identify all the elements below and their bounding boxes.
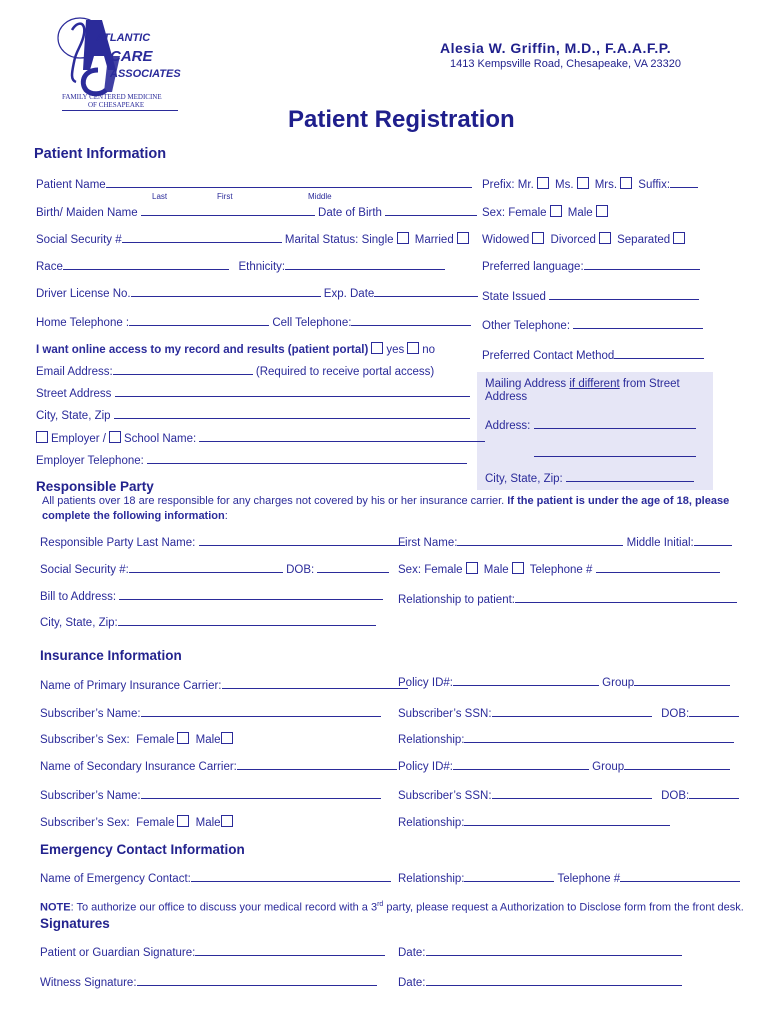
street-row <box>36 386 470 400</box>
female-checkbox[interactable] <box>550 205 562 217</box>
middle-hint: Middle <box>308 192 332 201</box>
sub1-name-label: Subscriber’s Name: <box>40 708 141 720</box>
mailing-address-field-2[interactable] <box>534 446 696 457</box>
sub2-female-checkbox[interactable] <box>177 815 189 827</box>
insurance-heading: Insurance Information <box>40 648 182 663</box>
female-label: Female <box>508 207 547 219</box>
patient-name-row <box>36 177 472 191</box>
license-label: Driver License No. <box>36 288 131 300</box>
male-checkbox[interactable] <box>596 205 608 217</box>
sub1-relationship-field[interactable] <box>464 732 734 743</box>
state-label: State Issued <box>482 291 546 303</box>
home-tel-label: Home Telephone : <box>36 317 130 329</box>
patient-sign-date-row <box>398 945 682 959</box>
sub2-ssn-field[interactable] <box>492 788 652 799</box>
dob-label: Date of Birth <box>318 207 382 219</box>
sub1-female-checkbox[interactable] <box>177 732 189 744</box>
responsible-note-1 <box>42 495 729 507</box>
sub1-ssn-field[interactable] <box>492 706 652 717</box>
employer-checkbox[interactable] <box>36 431 48 443</box>
emergency-name-field[interactable] <box>191 871 391 882</box>
resp-sex-row <box>398 562 720 576</box>
witness-date-row <box>398 975 682 989</box>
marital-label: Marital Status: <box>284 234 359 246</box>
secondary-group-field[interactable] <box>624 759 730 770</box>
sub2-ssn-label: Subscriber’s SSN: <box>398 790 492 802</box>
sub1-male-label: Male <box>195 734 221 746</box>
logo-word-care: CARE <box>110 48 153 65</box>
resp-first-row <box>398 535 732 549</box>
email-field[interactable] <box>113 364 253 375</box>
ssn-field[interactable] <box>122 232 282 243</box>
patient-sign-date-field[interactable] <box>426 945 682 956</box>
mailing-city-row <box>485 471 694 485</box>
employer-row <box>36 431 485 445</box>
single-checkbox[interactable] <box>397 232 409 244</box>
sub2-female-label: Female <box>136 817 175 829</box>
home-tel-field[interactable] <box>129 315 269 326</box>
ssn-label: Social Security # <box>36 234 122 246</box>
portal-row <box>36 342 435 356</box>
logo-underline <box>62 110 178 111</box>
patient-signature-field[interactable] <box>195 945 385 956</box>
license-row <box>36 286 478 300</box>
male-label: Male <box>567 207 593 219</box>
resp-ssn-field[interactable] <box>129 562 283 573</box>
license-field[interactable] <box>131 286 321 297</box>
resp-city-field[interactable] <box>118 615 376 626</box>
school-label: School Name: <box>123 433 197 445</box>
sub2-male-checkbox[interactable] <box>221 815 233 827</box>
sub2-male-label: Male <box>195 817 221 829</box>
last-hint: Last <box>152 192 168 201</box>
mrs-label: Mrs. <box>594 179 618 191</box>
sub1-ssn-label: Subscriber’s SSN: <box>398 708 492 720</box>
ms-checkbox[interactable] <box>577 177 589 189</box>
exp-date-label: Exp. Date <box>323 288 375 300</box>
contact-method-field[interactable] <box>614 348 704 359</box>
resp-female-checkbox[interactable] <box>466 562 478 574</box>
primary-policy-field[interactable] <box>453 675 599 686</box>
emergency-relationship-field[interactable] <box>464 871 554 882</box>
resp-sex-label: Sex: <box>398 564 422 576</box>
sub2-sex-label: Subscriber’s Sex: <box>40 817 130 829</box>
mailing-heading-pre: Mailing Address <box>485 378 570 390</box>
employer-field[interactable] <box>199 431 485 442</box>
sub2-relationship-row <box>398 815 670 829</box>
sub1-male-checkbox[interactable] <box>221 732 233 744</box>
mailing-heading-post: from Street <box>619 378 680 390</box>
responsible-heading: Responsible Party <box>36 479 154 494</box>
resp-dob-label: DOB: <box>286 564 315 576</box>
sub2-name-label: Subscriber’s Name: <box>40 790 141 802</box>
witness-signature-label: Witness Signature: <box>40 977 137 989</box>
sub1-dob-field[interactable] <box>689 706 739 717</box>
race-row <box>36 259 445 273</box>
prefix-row <box>482 177 698 191</box>
emergency-tel-label: Telephone # <box>557 873 621 885</box>
street-label: Street Address <box>36 388 112 400</box>
sub1-female-label: Female <box>136 734 175 746</box>
sub2-dob-field[interactable] <box>689 788 739 799</box>
resp-first-field[interactable] <box>457 535 623 546</box>
city-field[interactable] <box>114 408 470 419</box>
phone-row <box>36 315 471 329</box>
patient-signature-row <box>40 945 385 959</box>
ssn-row <box>36 232 472 246</box>
patient-name-label: Patient Name <box>36 179 106 191</box>
state-row <box>482 289 699 303</box>
responsible-note-2 <box>42 510 228 522</box>
resp-middle-field[interactable] <box>694 535 732 546</box>
ms-label: Ms. <box>554 179 574 191</box>
resp-bill-row <box>40 589 383 603</box>
mailing-address-label: Address: <box>485 420 531 432</box>
note-row <box>40 901 744 914</box>
contact-method-row <box>482 348 704 362</box>
sub2-relationship-label: Relationship: <box>398 817 465 829</box>
emergency-relationship-label: Relationship: <box>398 873 465 885</box>
sub1-name-field[interactable] <box>141 706 381 717</box>
sub1-relationship-label: Relationship: <box>398 734 465 746</box>
secondary-carrier-field[interactable] <box>237 759 397 770</box>
dob-field[interactable] <box>385 205 477 216</box>
employer-tel-field[interactable] <box>147 453 467 464</box>
logo-word-associates: ASSOCIATES <box>110 68 181 80</box>
mr-checkbox[interactable] <box>537 177 549 189</box>
resp-city-label: City, State, Zip: <box>40 617 118 629</box>
doctor-name: Alesia W. Griffin, M.D., F.A.A.F.P. <box>440 40 672 56</box>
patient-signature-label: Patient or Guardian Signature: <box>40 947 196 959</box>
responsible-note-1a: All patients over 18 are responsible for any charges not covered by his or her insurance carrier. <box>42 495 505 507</box>
sub2-name-field[interactable] <box>141 788 381 799</box>
patient-sign-date-label: Date: <box>398 947 426 959</box>
primary-carrier-label: Name of Primary Insurance Carrier: <box>40 680 222 692</box>
language-row <box>482 259 700 273</box>
email-note: (Required to receive portal access) <box>255 366 435 378</box>
witness-date-label: Date: <box>398 977 426 989</box>
sub1-sex-label: Subscriber’s Sex: <box>40 734 130 746</box>
secondary-policy-label: Policy ID#: <box>398 761 453 773</box>
sex-row <box>482 205 611 219</box>
resp-dob-field[interactable] <box>317 562 389 573</box>
married-checkbox[interactable] <box>457 232 469 244</box>
primary-policy-label: Policy ID#: <box>398 677 453 689</box>
employer-tel-row <box>36 453 467 467</box>
primary-policy-row <box>398 675 730 689</box>
cell-tel-field[interactable] <box>351 315 471 326</box>
emergency-name-row <box>40 871 391 885</box>
office-address: 1413 Kempsville Road, Chesapeake, VA 23320 <box>450 58 681 70</box>
other-tel-field[interactable] <box>573 318 703 329</box>
witness-date-field[interactable] <box>426 975 682 986</box>
resp-city-row <box>40 615 376 629</box>
yes-label: yes <box>386 344 405 356</box>
resp-ssn-label: Social Security #: <box>40 564 129 576</box>
no-label: no <box>422 344 436 356</box>
sub1-ssn-row <box>398 706 739 720</box>
sex-label: Sex: <box>482 207 506 219</box>
school-checkbox[interactable] <box>109 431 121 443</box>
secondary-carrier-row <box>40 759 397 773</box>
sub1-relationship-row <box>398 732 734 746</box>
mailing-address-row <box>485 418 696 432</box>
birth-name-label: Birth/ Maiden Name <box>36 207 138 219</box>
mailing-address-field[interactable] <box>534 418 696 429</box>
primary-carrier-field[interactable] <box>222 678 408 689</box>
resp-male-label: Male <box>483 564 509 576</box>
witness-signature-row <box>40 975 377 989</box>
responsible-note-2a: complete the following information <box>42 510 225 522</box>
separated-checkbox[interactable] <box>673 232 685 244</box>
city-label: City, State, Zip <box>36 410 111 422</box>
separated-label: Separated <box>617 234 671 246</box>
patient-name-field[interactable] <box>106 177 472 188</box>
ethnicity-field[interactable] <box>285 259 445 270</box>
sub2-name-row <box>40 788 381 802</box>
language-label: Preferred language: <box>482 261 584 273</box>
primary-carrier-row <box>40 678 408 692</box>
signatures-heading: Signatures <box>40 916 110 931</box>
note-sup: rd <box>377 901 384 908</box>
secondary-carrier-label: Name of Secondary Insurance Carrier: <box>40 761 237 773</box>
sub2-relationship-field[interactable] <box>464 815 670 826</box>
secondary-group-label: Group <box>592 761 625 773</box>
witness-signature-field[interactable] <box>137 975 377 986</box>
secondary-policy-row <box>398 759 730 773</box>
mailing-heading-1 <box>485 378 680 390</box>
contact-method-label: Preferred Contact Method <box>482 350 615 362</box>
street-field[interactable] <box>115 386 470 397</box>
city-row <box>36 408 470 422</box>
mr-label: Mr. <box>517 179 534 191</box>
responsible-note-1b: If the patient is under the age of 18, please <box>504 495 730 507</box>
marital-row-2 <box>482 232 688 246</box>
race-field[interactable] <box>63 259 229 270</box>
sub2-ssn-row <box>398 788 739 802</box>
portal-yes-checkbox[interactable] <box>371 342 383 354</box>
prefix-label: Prefix: <box>482 179 515 191</box>
suffix-field[interactable] <box>670 177 698 188</box>
resp-last-label: Responsible Party Last Name: <box>40 537 196 549</box>
widowed-label: Widowed <box>482 234 530 246</box>
resp-tel-field[interactable] <box>596 562 720 573</box>
state-field[interactable] <box>549 289 699 300</box>
mailing-heading-2: Address <box>485 391 528 403</box>
sub2-sex-row <box>40 815 236 829</box>
secondary-policy-field[interactable] <box>453 759 589 770</box>
race-label: Race <box>36 261 63 273</box>
emergency-heading: Emergency Contact Information <box>40 842 245 857</box>
emergency-tel-field[interactable] <box>620 871 740 882</box>
resp-relationship-field[interactable] <box>515 592 737 603</box>
other-tel-label: Other Telephone: <box>482 320 571 332</box>
emergency-relationship-row <box>398 871 740 885</box>
divorced-label: Divorced <box>550 234 596 246</box>
sub1-dob-label: DOB: <box>661 708 690 720</box>
ethnicity-label: Ethnicity: <box>238 261 286 273</box>
logo-word-atlantic: ATLANTIC <box>96 32 151 44</box>
divorced-checkbox[interactable] <box>599 232 611 244</box>
email-row <box>36 364 434 378</box>
resp-tel-label: Telephone # <box>529 564 593 576</box>
widowed-checkbox[interactable] <box>532 232 544 244</box>
employer-tel-label: Employer Telephone: <box>36 455 144 467</box>
patient-info-heading: Patient Information <box>34 146 167 162</box>
sub2-dob-label: DOB: <box>661 790 690 802</box>
logo-tagline-1: FAMILY CENTERED MEDICINE <box>62 93 162 101</box>
resp-last-field[interactable] <box>199 535 405 546</box>
resp-middle-label: Middle Initial: <box>626 537 694 549</box>
email-label: Email Address: <box>36 366 113 378</box>
resp-ssn-row <box>40 562 389 576</box>
cell-tel-label: Cell Telephone: <box>272 317 352 329</box>
note-label: NOTE <box>40 901 71 914</box>
suffix-label: Suffix: <box>638 179 671 191</box>
resp-relationship-label: Relationship to patient: <box>398 594 515 606</box>
mrs-checkbox[interactable] <box>620 177 632 189</box>
resp-relationship-row <box>398 592 737 606</box>
portal-label: I want online access to my record and results (patient portal) <box>36 344 369 356</box>
portal-no-checkbox[interactable] <box>407 342 419 354</box>
birth-name-field[interactable] <box>141 205 315 216</box>
sub1-name-row <box>40 706 381 720</box>
resp-male-checkbox[interactable] <box>512 562 524 574</box>
emergency-name-label: Name of Emergency Contact: <box>40 873 191 885</box>
exp-date-field[interactable] <box>374 286 478 297</box>
first-hint: First <box>217 192 233 201</box>
sub1-sex-row <box>40 732 236 746</box>
logo-tagline-2: OF CHESAPEAKE <box>88 101 145 109</box>
primary-group-field[interactable] <box>634 675 730 686</box>
mailing-heading-underlined: if different <box>569 378 620 390</box>
employer-label: Employer / <box>51 433 106 445</box>
responsible-note-2b: : <box>224 510 228 522</box>
birth-name-row <box>36 205 477 219</box>
note-text-2: party, please request a Authorization to Disclose form from the front desk. <box>383 901 744 914</box>
resp-female-label: Female <box>424 564 463 576</box>
note-text-1: : To authorize our office to discuss your medical record with a 3 <box>70 901 378 914</box>
resp-bill-label: Bill to Address: <box>40 591 117 603</box>
mailing-city-field[interactable] <box>566 471 694 482</box>
page-title: Patient Registration <box>288 106 515 133</box>
resp-bill-field[interactable] <box>119 589 383 600</box>
single-label: Single <box>361 234 394 246</box>
married-label: Married <box>414 234 454 246</box>
resp-first-label: First Name: <box>398 537 458 549</box>
mailing-city-label: City, State, Zip: <box>485 473 563 485</box>
other-tel-row <box>482 318 703 332</box>
language-field[interactable] <box>584 259 700 270</box>
primary-group-label: Group <box>602 677 635 689</box>
resp-last-row <box>40 535 405 549</box>
